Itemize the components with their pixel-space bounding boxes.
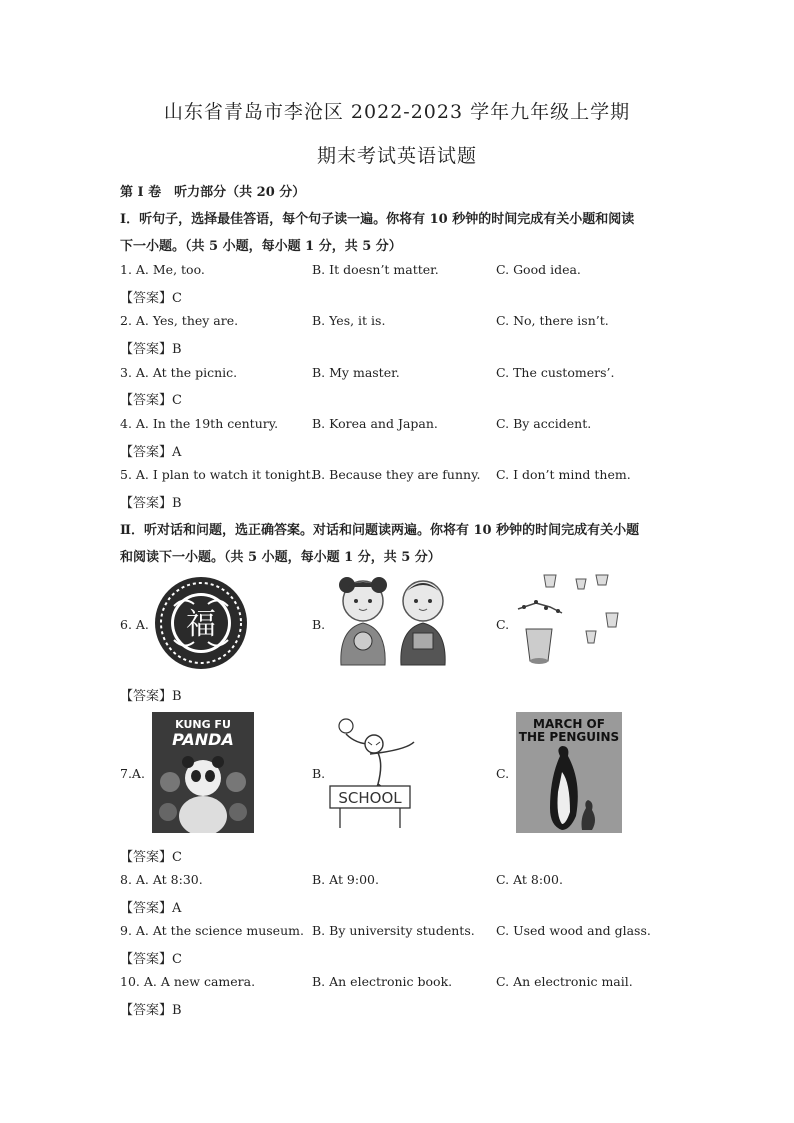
- question-1-answer: 【答案】C: [120, 291, 182, 306]
- question-5-answer: 【答案】B: [120, 496, 182, 511]
- section2-instruction: Ⅱ．听对话和问题，选正确答案。对话和问题读两遍。你将有 10 秒钟的时间完成有关小题: [120, 523, 640, 538]
- question-7-option-b-label: B.: [312, 766, 326, 781]
- poster-title-top: KUNG FU: [175, 718, 231, 731]
- question-8-option-c: C. At 8:00.: [496, 872, 563, 887]
- question-2-option-a: 2. A. Yes, they are.: [120, 313, 239, 328]
- page-title-line1: 山东省青岛市李沧区 2022-2023 学年九年级上学期: [163, 101, 631, 123]
- question-4-option-c: C. By accident.: [496, 416, 592, 431]
- question-9-option-b: B. By university students.: [312, 923, 475, 938]
- question-3-answer: 【答案】C: [120, 393, 182, 408]
- poster-c-title-line2: THE PENGUINS: [518, 730, 620, 744]
- question-7-option-a-label: 7.A.: [120, 766, 145, 781]
- poster-c-title-line1: MARCH OF: [533, 717, 605, 731]
- question-6-option-a-label: 6. A.: [120, 617, 149, 632]
- question-7-option-c-label: C.: [496, 766, 510, 781]
- spiderman-school-image: [326, 714, 422, 832]
- question-2-option-b: B. Yes, it is.: [312, 313, 386, 328]
- part1-header: 第 I 卷 听力部分（共 20 分）: [120, 185, 306, 200]
- kung-fu-panda-poster-image: [152, 712, 254, 833]
- paper-cut-fu-image: [154, 576, 248, 670]
- question-5-option-b: B. Because they are funny.: [312, 467, 481, 482]
- question-4-option-b: B. Korea and Japan.: [312, 416, 438, 431]
- question-10-answer: 【答案】B: [120, 1003, 182, 1018]
- question-3-option-c: C. The customers’.: [496, 365, 615, 380]
- question-10-option-b: B. An electronic book.: [312, 974, 453, 989]
- question-1-option-c: C. Good idea.: [496, 262, 581, 277]
- poster-title-bottom: PANDA: [172, 730, 234, 749]
- question-1-option-b: B. It doesn’t matter.: [312, 262, 439, 277]
- question-10-option-a: 10. A. A new camera.: [120, 974, 256, 989]
- question-3-option-b: B. My master.: [312, 365, 400, 380]
- clay-dolls-image: [333, 573, 453, 669]
- section2-instruction-cont: 和阅读下一小题。（共 5 小题，每小题 1 分，共 5 分）: [120, 550, 441, 565]
- page-title-line2: 期末考试英语试题: [316, 145, 477, 167]
- question-1-option-a: 1. A. Me, too.: [120, 262, 205, 277]
- question-9-option-c: C. Used wood and glass.: [496, 923, 651, 938]
- question-4-answer: 【答案】A: [120, 445, 182, 460]
- question-4-option-a: 4. A. In the 19th century.: [120, 416, 279, 431]
- svg-text:福: 福: [186, 607, 216, 642]
- sky-lanterns-image: [516, 573, 624, 671]
- question-6-answer: 【答案】B: [120, 689, 182, 704]
- march-of-penguins-poster-image: [516, 712, 622, 833]
- question-9-option-a: 9. A. At the science museum.: [120, 923, 304, 938]
- question-8-option-b: B. At 9:00.: [312, 872, 379, 887]
- question-10-option-c: C. An electronic mail.: [496, 974, 633, 989]
- question-6-option-c-label: C.: [496, 617, 510, 632]
- svg-text:SCHOOL: SCHOOL: [338, 789, 402, 807]
- question-5-option-c: C. I don’t mind them.: [496, 467, 631, 482]
- question-2-option-c: C. No, there isn’t.: [496, 313, 609, 328]
- question-3-option-a: 3. A. At the picnic.: [120, 365, 238, 380]
- question-8-option-a: 8. A. At 8:30.: [120, 872, 203, 887]
- question-9-answer: 【答案】C: [120, 952, 182, 967]
- section1-instruction: Ⅰ．听句子，选择最佳答语，每个句子读一遍。你将有 10 秒钟的时间完成有关小题和阅读: [120, 212, 635, 227]
- section1-instruction-cont: 下一小题。（共 5 小题，每小题 1 分，共 5 分）: [120, 239, 402, 254]
- question-5-option-a: 5. A. I plan to watch it tonight.: [120, 467, 315, 482]
- question-6-option-b-label: B.: [312, 617, 326, 632]
- question-8-answer: 【答案】A: [120, 901, 182, 916]
- question-2-answer: 【答案】B: [120, 342, 182, 357]
- question-7-answer: 【答案】C: [120, 850, 182, 865]
